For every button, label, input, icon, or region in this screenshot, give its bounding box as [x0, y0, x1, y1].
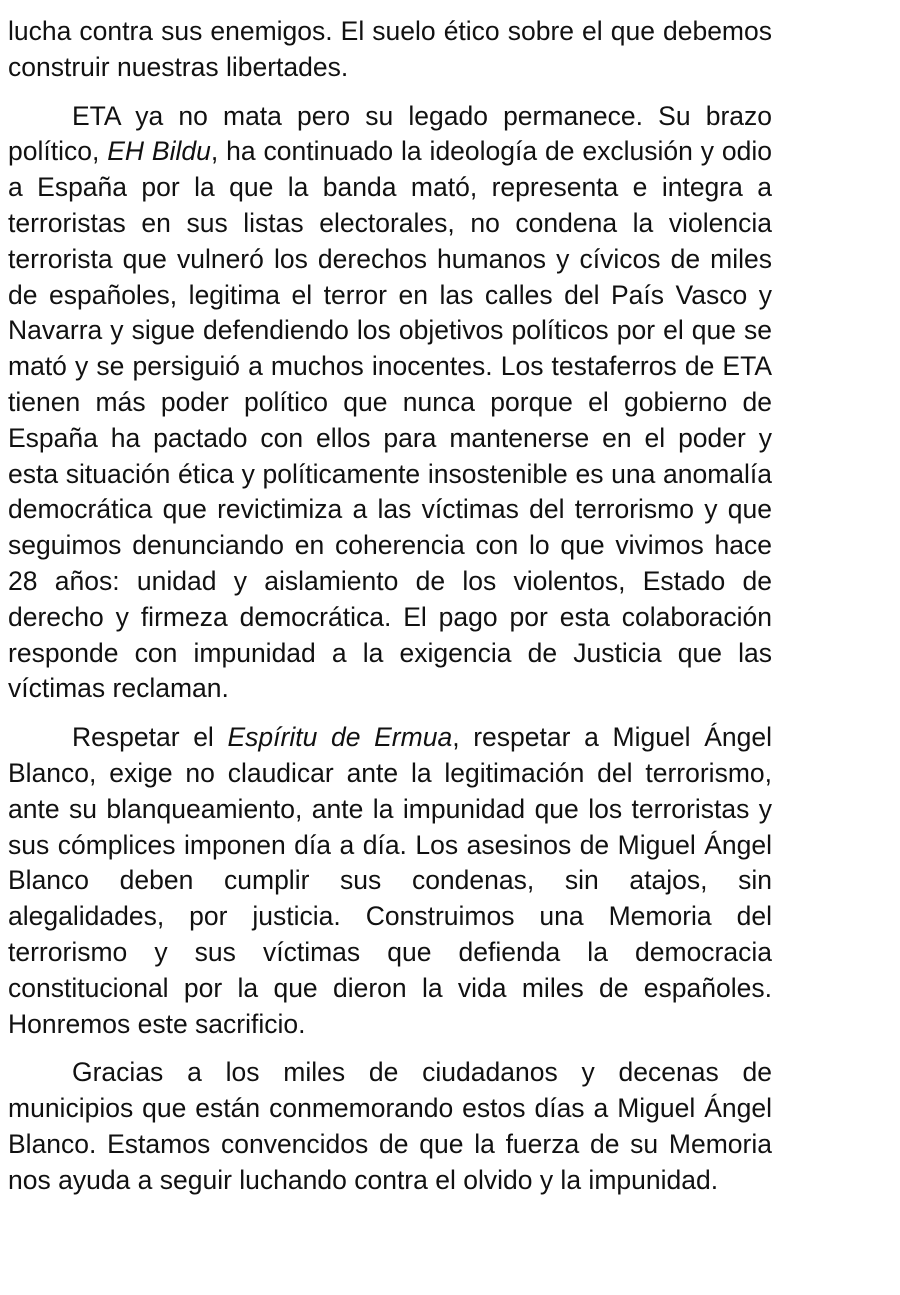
document-body	[8, 14, 772, 1212]
paragraph-1	[8, 14, 772, 86]
paragraph-3-text-b: , respetar a Miguel Ángel Blanco, exige no claudicar ante la legitimación del terrorismo, ante su blanqueamiento, ante la impunidad que los terroristas y sus cómplices imponen día a día. Los asesinos de Miguel Ángel Blanco deben cumplir sus condenas, sin atajos, sin alegalidades, por justicia. Construimos una Memoria del terrorismo y sus víctimas que defienda la democracia constitucional por la que dieron la vida miles de españoles. Honremos este sacrificio.	[8, 722, 772, 1039]
paragraph-2-text-b: , ha continuado la ideología de exclusión y odio a España por la que la banda mató, representa e integra a terroristas en sus listas electorales, no condena la violencia terrorista que vulneró los derechos humanos y cívicos de miles de españoles, legitima el terror en las calles del País Vasco y Navarra y sigue defendiendo los objetivos políticos por el que se mató y se persiguió a muchos inocentes. Los testaferros de ETA tienen más poder político que nunca porque el gobierno de España ha pactado con ellos para mantenerse en el poder y esta situación ética y políticamente insostenible es una anomalía democrática que revictimiza a las víctimas del terrorismo y que seguimos denunciando en coherencia con lo que vivimos hace 28 años: unidad y aislamiento de los violentos, Estado de derecho y firmeza democrática. El pago por esta colaboración responde con impunidad a la exigencia de Justicia que las víctimas reclaman.	[8, 136, 772, 704]
espiritu-de-ermua-italic: Espíritu de Ermua	[227, 722, 453, 753]
paragraph-2-text-a: ETA ya no mata pero su legado permanece. Su brazo político,	[8, 100, 772, 167]
paragraph-1-text: lucha contra sus enemigos. El suelo ético sobre el que debemos construir nuestras libertades.	[8, 16, 772, 82]
paragraph-3	[8, 720, 772, 1042]
paragraph-4-text: Gracias a los miles de ciudadanos y decenas de municipios que están conmemorando estos días a Miguel Ángel Blanco. Estamos convencidos de que la fuerza de su Memoria nos ayuda a seguir luchando contra el olvido y la impunidad.	[8, 1057, 772, 1195]
party-name-italic: EH Bildu	[107, 136, 211, 167]
paragraph-4	[8, 1055, 772, 1198]
paragraph-3-text-a: Respetar el	[72, 722, 228, 753]
paragraph-2	[8, 99, 772, 708]
